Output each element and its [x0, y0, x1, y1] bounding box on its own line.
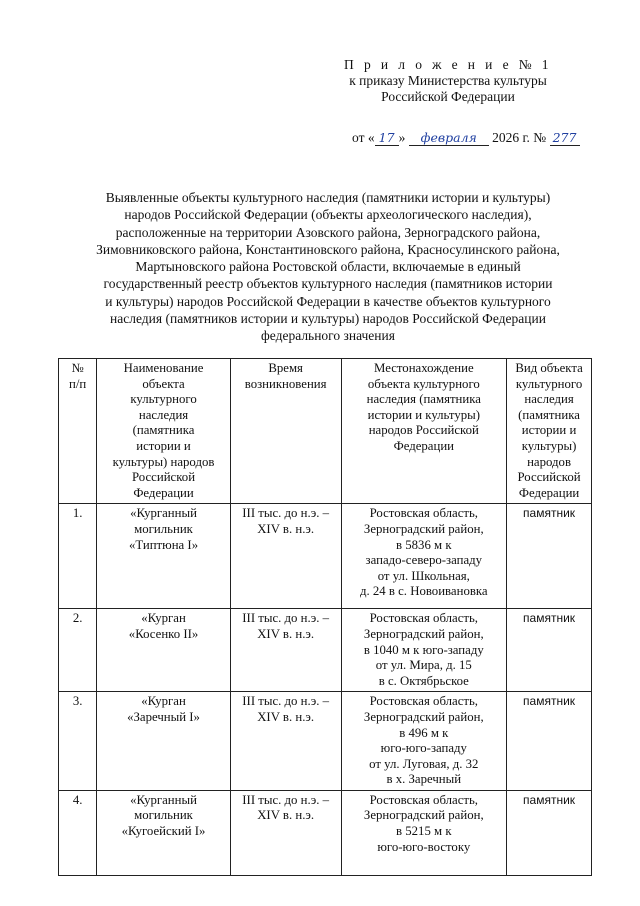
heading-line: Мартыновского района Ростовской области, включаемые в единый [135, 259, 521, 275]
header-number: № п/п [59, 359, 97, 504]
heading-line: народов Российской Федерации (объекты археологического наследия), [124, 207, 532, 223]
row-type: памятник [507, 609, 592, 692]
appendix-ministry: Российской Федерации [381, 89, 515, 104]
table-header-row [59, 359, 592, 504]
appendix-block [330, 57, 566, 105]
row-location: Ростовская область, Зерноградский район, в 1040 м к юго-западу от ул. Мира, д. 15 в с. Октябрьское [341, 609, 507, 692]
row-location: Ростовская область, Зерноградский район, в 496 м к юго-юго-западу от ул. Луговая, д. 32 в х. Заречный [341, 692, 507, 791]
appendix-title: П р и л о ж е н и е № 1 [344, 57, 552, 72]
order-month-handwritten: февраля [409, 130, 489, 146]
row-location: Ростовская область, Зерноградский район, в 5215 м к юго-юго-востоку [341, 790, 507, 875]
row-type: памятник [507, 504, 592, 609]
heading-line: Зимовниковского района, Константиновского района, Красносулинского района, [96, 241, 560, 257]
heritage-table [58, 358, 592, 876]
heading-line: Выявленные объекты культурного наследия (памятники истории и культуры) [105, 190, 551, 205]
row-time: III тыс. до н.э. – XIV в. н.э. [230, 692, 341, 791]
order-date-line [352, 130, 580, 146]
row-type: памятник [507, 692, 592, 791]
appendix-order-ref: к приказу Министерства культуры [349, 73, 547, 88]
row-name: «Курганный могильник «Кугоейский I» [97, 790, 231, 875]
header-time: Время возникновения [230, 359, 341, 504]
heading-line: и культуры) народов Российской Федерации в качестве объектов культурного [105, 293, 551, 309]
order-year: 2026 г. № [488, 130, 550, 145]
document-heading [64, 189, 592, 345]
order-mid: » [398, 130, 409, 145]
order-prefix: от « [352, 130, 375, 145]
row-time: III тыс. до н.э. – XIV в. н.э. [230, 504, 341, 609]
row-number: 2. [59, 609, 97, 692]
row-name: «Курган «Заречный I» [97, 692, 231, 791]
heading-line: государственный реестр объектов культурного наследия (памятников истории [103, 276, 553, 292]
heading-line: наследия (памятников истории и культуры) народов Российской Федерации [110, 311, 546, 327]
order-number-handwritten: 277 [550, 130, 580, 146]
header-type: Вид объекта культурного наследия (памятника истории и культуры) народов Российской Федерации [507, 359, 592, 504]
row-name: «Курганный могильник «Типтюна I» [97, 504, 231, 609]
row-time: III тыс. до н.э. – XIV в. н.э. [230, 790, 341, 875]
row-number: 4. [59, 790, 97, 875]
table-row [59, 692, 592, 791]
heading-line: федерального значения [261, 328, 395, 344]
order-day-handwritten: 17 [375, 130, 399, 146]
table-row [59, 504, 592, 609]
heading-line: расположенные на территории Азовского района, Зерноградского района, [115, 224, 541, 240]
row-time: III тыс. до н.э. – XIV в. н.э. [230, 609, 341, 692]
row-type: памятник [507, 790, 592, 875]
row-name: «Курган «Косенко II» [97, 609, 231, 692]
row-number: 3. [59, 692, 97, 791]
header-location: Местонахождение объекта культурного наследия (памятника истории и культуры) народов Российской Федерации [341, 359, 507, 504]
table-row [59, 790, 592, 875]
table-row [59, 609, 592, 692]
row-number: 1. [59, 504, 97, 609]
header-name: Наименование объекта культурного наследия (памятника истории и культуры) народов Российской Федерации [97, 359, 231, 504]
row-location: Ростовская область, Зерноградский район, в 5836 м к западо-северо-западу от ул. Школьная, д. 24 в с. Новоивановка [341, 504, 507, 609]
